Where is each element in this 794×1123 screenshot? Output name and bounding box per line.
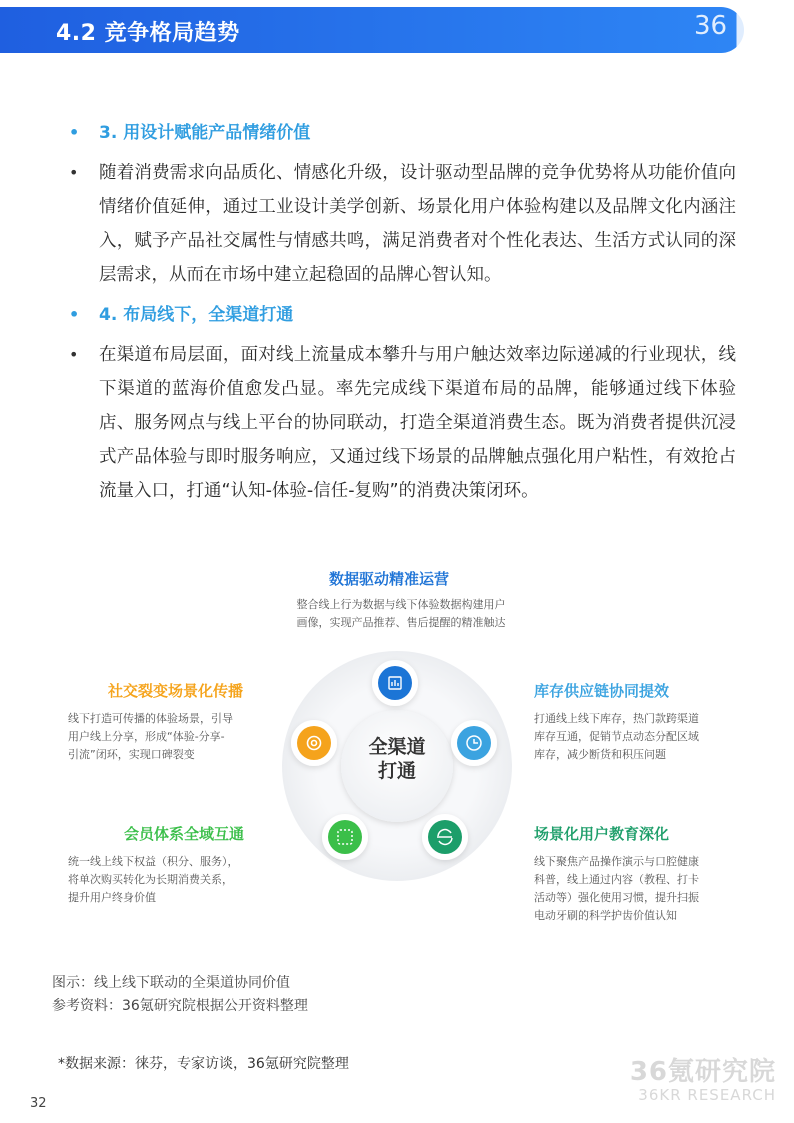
watermark-en: 36KR RESEARCH — [638, 1086, 776, 1104]
desc-line: 科普，线上通过内容（教程、打卡 — [534, 873, 699, 886]
desc-line: 引流”闭环，实现口碑裂变 — [68, 748, 195, 761]
svg-text:36: 36 — [694, 11, 728, 41]
node-desc-education — [534, 853, 734, 925]
watermark-cn: 36氪研究院 — [629, 1057, 776, 1087]
node-title-education: 场景化用户教育深化 — [534, 825, 670, 843]
node-desc-data — [276, 596, 526, 632]
node-desc-member — [68, 853, 268, 907]
desc-line: 提升用户终身价值 — [68, 891, 156, 904]
bullet-heading-offline — [66, 300, 736, 330]
bullet-paragraph-text: 随着消费需求向品质化、情感化升级，设计驱动型品牌的竞争优势将从功能价值向情绪价值延伸，通过工业设计美学创新、场景化用户体验构建以及品牌文化内涵注入，赋予产品社交属性与情感共鸣，满足消费者对个性化表达、生活方式认同的深层需求，从而在市场中建立起稳固的品牌心智认知。 — [99, 163, 736, 285]
desc-line: 电动牙刷的科学护齿价值认知 — [534, 909, 677, 922]
desc-line: 活动等）强化使用习惯，提升扫振 — [534, 891, 699, 904]
data-source-footnote: *数据来源：徕芬，专家访谈，36氪研究院整理 — [58, 1056, 349, 1072]
node-desc-inventory — [534, 710, 734, 764]
node-social-circle — [291, 720, 337, 766]
desc-line: 库存互通，促销节点动态分配区域 — [534, 730, 699, 743]
bullet-dot: • — [69, 163, 79, 182]
desc-line: 整合线上行为数据与线下体验数据构建用户 — [296, 598, 506, 611]
center-label-line2: 打通 — [377, 760, 416, 782]
center-label-line1: 全渠道 — [368, 736, 426, 758]
desc-line: 将单次购买转化为长期消费关系， — [68, 873, 233, 886]
bullet-paragraph-design — [66, 156, 736, 292]
figure-caption: 图示：线上线下联动的全渠道协同价值 — [52, 975, 290, 991]
bullet-dot: • — [69, 123, 80, 142]
desc-line: 画像，实现产品推荐、售后提醒的精准触达 — [296, 616, 506, 629]
node-title-inventory: 库存供应链协同提效 — [534, 682, 670, 700]
bullet-paragraph-offline — [66, 338, 736, 508]
desc-line: 线下打造可传播的体验场景，引导 — [68, 712, 233, 725]
node-desc-social — [68, 710, 268, 764]
watermark — [630, 1058, 776, 1104]
desc-line: 库存，减少断货和积压问题 — [534, 748, 666, 761]
section-title: 4.2 竞争格局趋势 — [56, 21, 240, 46]
page-number: 32 — [30, 1096, 47, 1111]
source-caption: 参考资料：36氪研究院根据公开资料整理 — [52, 998, 308, 1014]
node-education-circle — [422, 814, 468, 860]
node-title-member: 会员体系全域互通 — [124, 825, 245, 843]
desc-line: 打通线上线下库存，热门款跨渠道 — [534, 712, 699, 725]
node-member-circle — [322, 814, 368, 860]
bullet-list — [66, 118, 736, 516]
bullet-heading-text: 4. 布局线下，全渠道打通 — [99, 305, 294, 325]
bullet-dot: • — [69, 345, 79, 364]
logo-36kr — [690, 4, 794, 56]
bullet-dot: • — [69, 305, 80, 324]
bullet-heading-design — [66, 118, 736, 148]
node-title-social: 社交裂变场景化传播 — [108, 682, 244, 700]
desc-line: 统一线上线下权益（积分、服务）， — [68, 855, 239, 868]
center-label — [352, 735, 442, 783]
desc-line: 线下聚焦产品操作演示与口腔健康 — [534, 855, 699, 868]
node-data-circle — [372, 660, 418, 706]
node-inventory-circle — [451, 720, 497, 766]
desc-line: 用户线上分享，形成“体验-分享- — [68, 730, 225, 743]
node-title-data: 数据驱动精准运营 — [329, 570, 450, 588]
omnichannel-diagram — [0, 560, 794, 940]
bullet-heading-text: 3. 用设计赋能产品情绪价值 — [99, 123, 311, 143]
bullet-paragraph-text: 在渠道布局层面，面对线上流量成本攀升与用户触达效率边际递减的行业现状，线下渠道的蓝海价值愈发凸显。率先完成线下渠道布局的品牌，能够通过线下体验店、服务网点与线上平台的协同联动，打造全渠道消费生态。既为消费者提供沉浸式产品体验与即时服务响应，又通过线下场景的品牌触点强化用户粘性，有效抢占流量入口，打通“认知-体验-信任-复购”的消费决策闭环。 — [99, 345, 736, 501]
